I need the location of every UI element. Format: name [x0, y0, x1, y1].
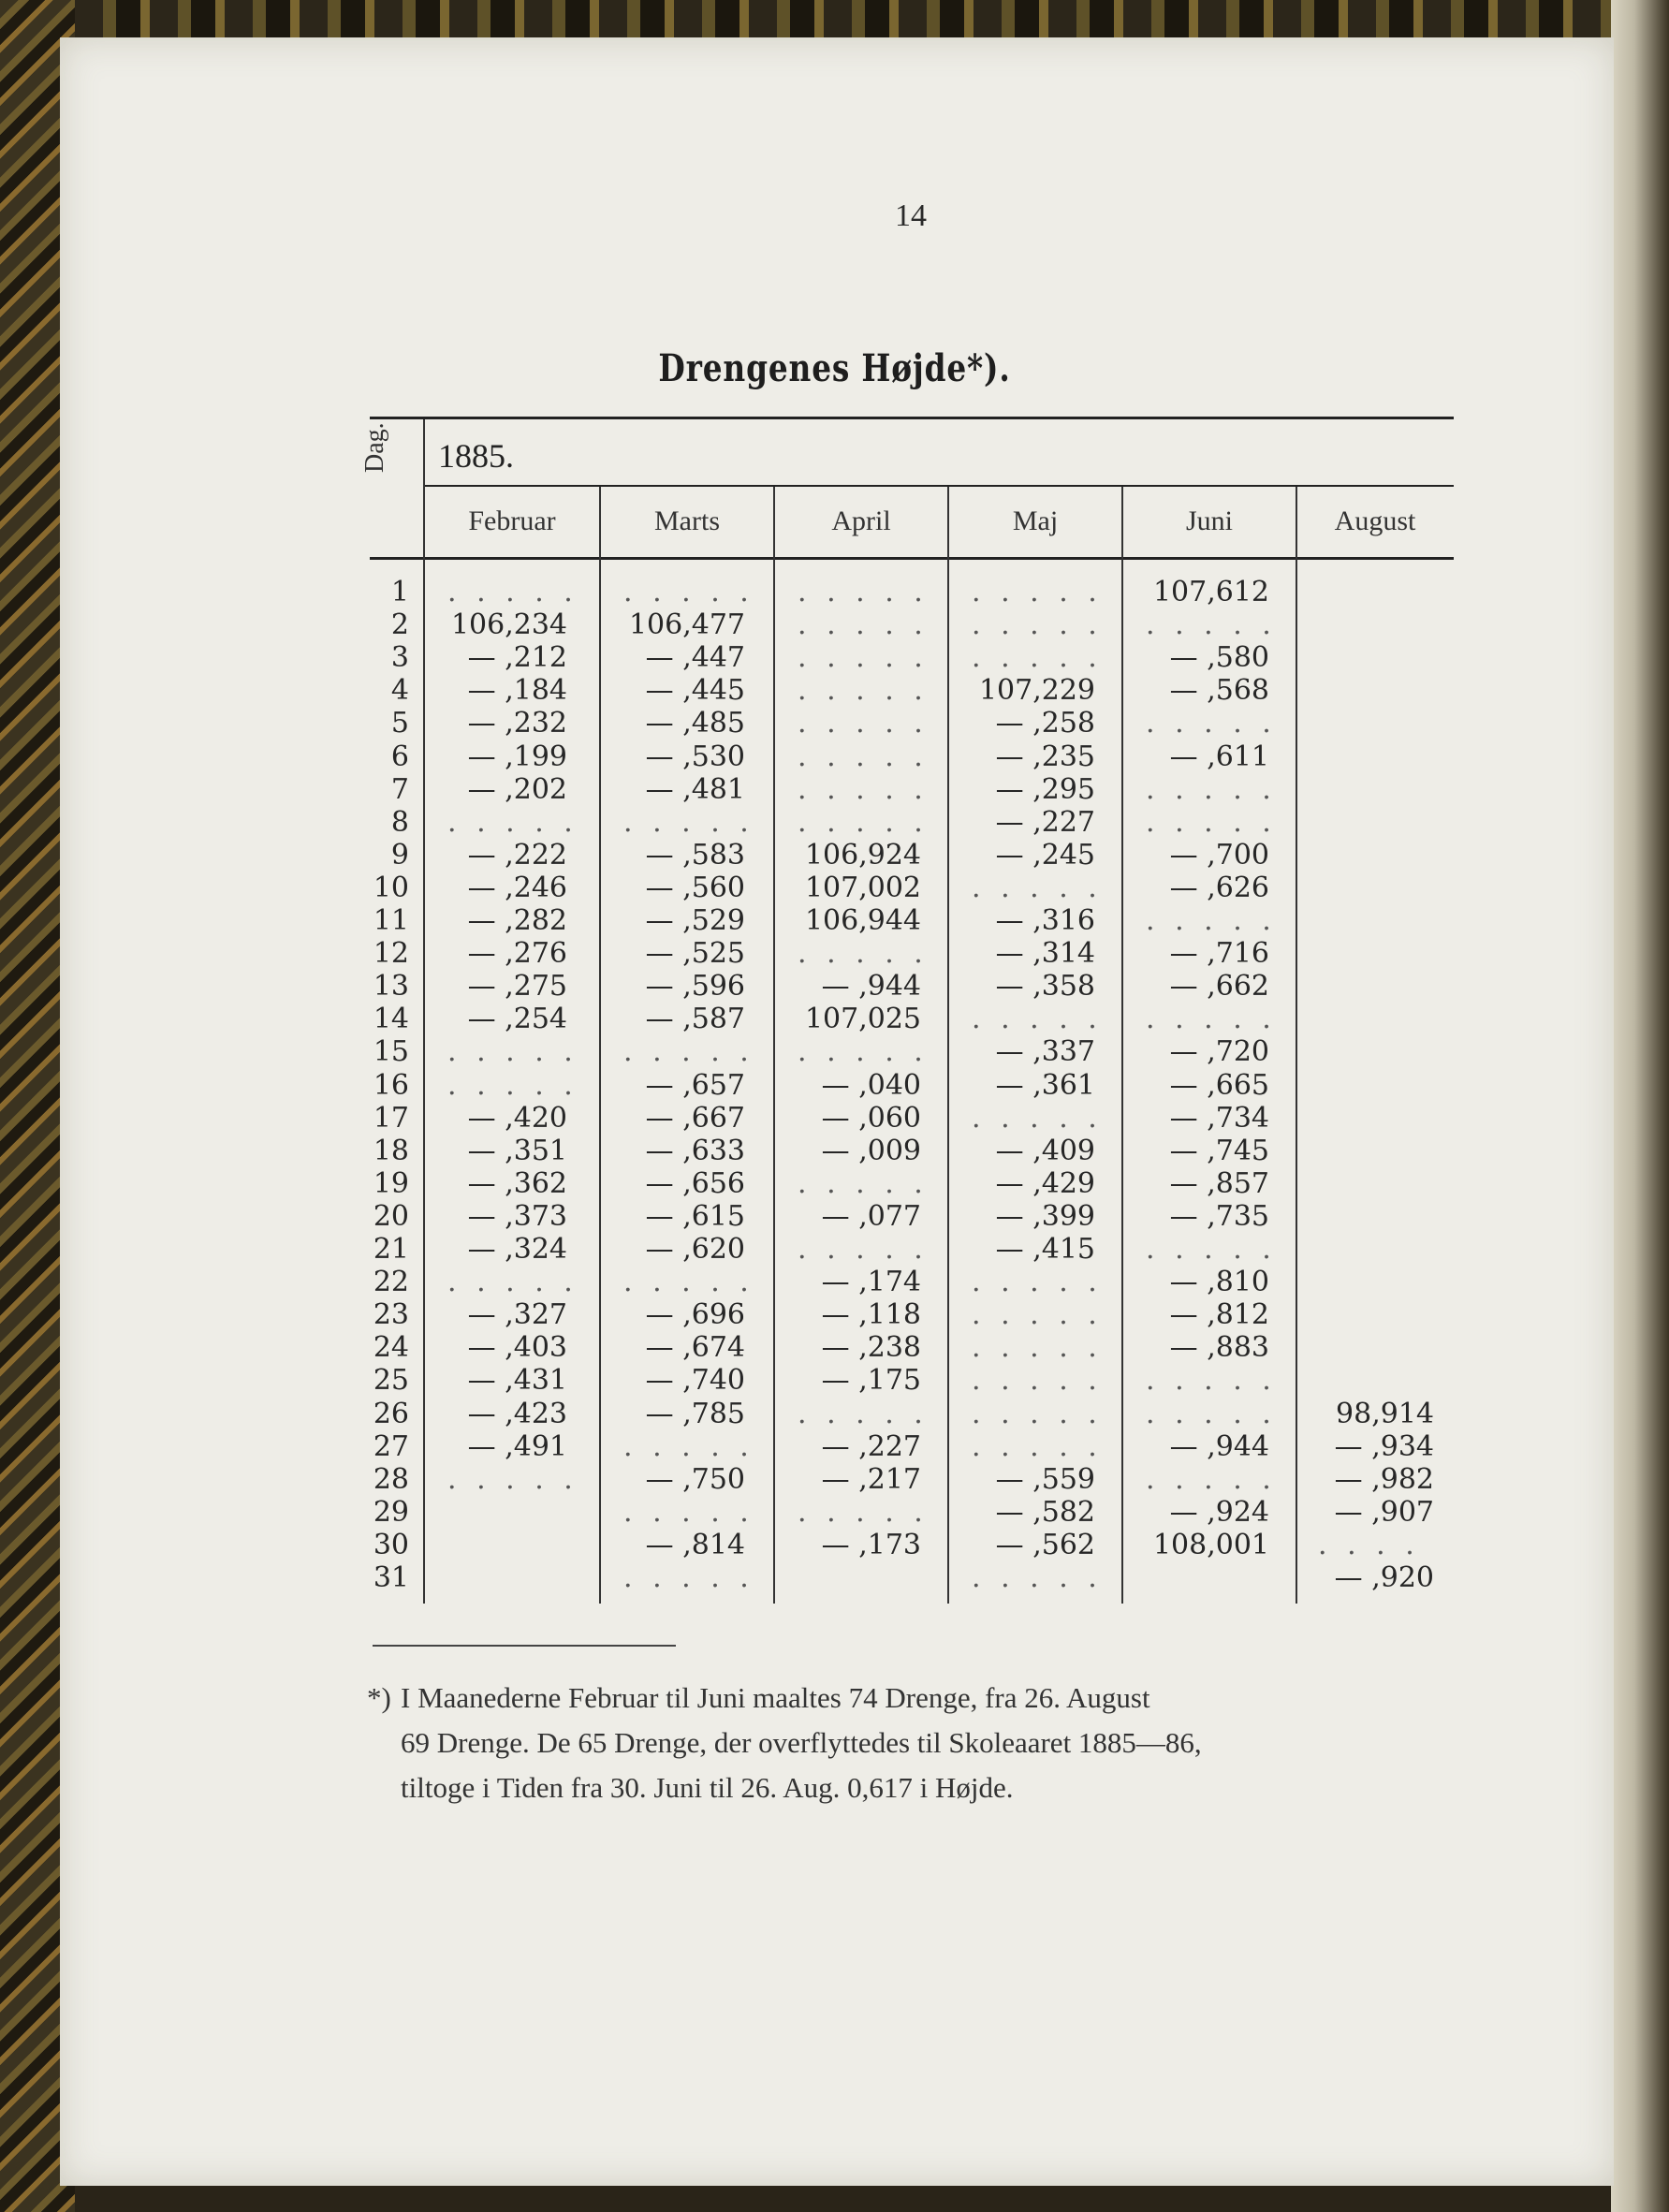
month-header: Marts	[654, 505, 720, 536]
empty-cell-dots: . . . . .	[972, 1397, 1103, 1430]
height-value: — ,373	[467, 1199, 567, 1233]
empty-cell-dots: . . . . .	[623, 1035, 754, 1069]
empty-cell-dots: . . . . .	[972, 608, 1103, 642]
empty-cell-dots: . . . . .	[447, 1068, 578, 1102]
height-value: — ,222	[467, 838, 567, 872]
height-value: — ,217	[821, 1462, 921, 1496]
height-value: — ,485	[645, 707, 745, 740]
month-header: Juni	[1185, 505, 1233, 536]
height-value: — ,667	[645, 1101, 745, 1135]
day-number: 16	[373, 1068, 409, 1102]
empty-cell-dots: . . . . .	[447, 805, 578, 839]
day-number: 29	[373, 1495, 409, 1529]
height-value: — ,174	[821, 1266, 921, 1299]
day-number: 17	[373, 1101, 409, 1135]
height-value: — ,562	[995, 1528, 1095, 1561]
height-value: 98,914	[1336, 1397, 1434, 1430]
height-value: — ,750	[645, 1462, 745, 1496]
height-value: — ,720	[1169, 1035, 1269, 1069]
height-value: — ,745	[1169, 1134, 1269, 1167]
height-value: — ,327	[467, 1298, 567, 1332]
empty-cell-dots: . . . . .	[623, 576, 754, 608]
day-number: 2	[390, 608, 409, 642]
day-number: 19	[373, 1166, 409, 1200]
height-value: — ,696	[645, 1298, 745, 1332]
height-value: — ,316	[995, 904, 1095, 937]
height-value: 108,001	[1152, 1528, 1269, 1561]
height-value: — ,420	[467, 1101, 567, 1135]
height-value: — ,227	[995, 805, 1095, 839]
empty-cell-dots: . . . . .	[1146, 1003, 1277, 1036]
page-number: 14	[895, 198, 927, 233]
height-value: — ,399	[995, 1199, 1095, 1233]
empty-cell-dots: . . . . .	[1146, 805, 1277, 839]
table-title: Drengenes Højde*).	[658, 346, 1011, 390]
day-number: 22	[373, 1266, 409, 1299]
day-number: 14	[373, 1003, 409, 1036]
empty-cell-dots: . . . .	[1318, 1528, 1420, 1561]
height-value: — ,883	[1169, 1331, 1269, 1365]
height-value: — ,314	[995, 937, 1095, 971]
height-value: — ,040	[821, 1068, 921, 1102]
empty-cell-dots: . . . . .	[972, 1364, 1103, 1398]
height-value: — ,324	[467, 1233, 567, 1266]
height-value: — ,409	[995, 1134, 1095, 1167]
height-value: — ,810	[1169, 1266, 1269, 1299]
empty-cell-dots: . . . . .	[972, 1003, 1103, 1036]
height-value: — ,295	[995, 772, 1095, 806]
day-number: 26	[373, 1397, 409, 1430]
height-value: — ,423	[467, 1397, 567, 1430]
height-value: — ,657	[645, 1068, 745, 1102]
height-value: — ,620	[645, 1233, 745, 1266]
height-value: — ,735	[1169, 1199, 1269, 1233]
empty-cell-dots: . . . . .	[1146, 904, 1277, 937]
height-value: — ,814	[645, 1528, 745, 1561]
empty-cell-dots: . . . . .	[798, 772, 929, 806]
day-number: 3	[390, 641, 409, 675]
empty-cell-dots: . . . . .	[798, 740, 929, 773]
empty-cell-dots: . . . . .	[798, 805, 929, 839]
day-number: 24	[373, 1331, 409, 1365]
empty-cell-dots: . . . . .	[1146, 1364, 1277, 1398]
day-number: 7	[390, 772, 409, 806]
height-value: — ,337	[995, 1035, 1095, 1069]
empty-cell-dots: . . . . .	[798, 1233, 929, 1266]
height-value: — ,734	[1169, 1101, 1269, 1135]
height-value: — ,662	[1169, 970, 1269, 1003]
month-header: August	[1334, 505, 1416, 536]
height-value: — ,785	[645, 1397, 745, 1430]
day-number: 12	[373, 937, 409, 971]
empty-cell-dots: . . . . .	[798, 1495, 929, 1529]
day-number: 20	[373, 1199, 409, 1233]
day-number: 5	[390, 707, 409, 740]
empty-cell-dots: . . . . .	[972, 641, 1103, 675]
height-value: — ,282	[467, 904, 567, 937]
day-number: 11	[373, 904, 409, 937]
day-number: 15	[373, 1035, 409, 1069]
day-number: 18	[373, 1134, 409, 1167]
height-value: — ,415	[995, 1233, 1095, 1266]
day-number: 8	[390, 805, 409, 839]
height-value: — ,633	[645, 1134, 745, 1167]
height-value: — ,077	[821, 1199, 921, 1233]
height-value: — ,175	[821, 1364, 921, 1398]
empty-cell-dots: . . . . .	[972, 1331, 1103, 1365]
day-number: 1	[390, 576, 409, 608]
height-value: — ,740	[645, 1364, 745, 1398]
height-value: — ,361	[995, 1068, 1095, 1102]
height-value: — ,351	[467, 1134, 567, 1167]
height-value: — ,481	[645, 772, 745, 806]
height-value: — ,246	[467, 871, 567, 904]
height-value: — ,445	[645, 674, 745, 708]
height-value: — ,254	[467, 1003, 567, 1036]
footnote-line: I Maanederne Februar til Juni maaltes 74 Drenge, fra 26. August	[401, 1681, 1150, 1714]
empty-cell-dots: . . . . .	[623, 1429, 754, 1463]
year-label: 1885.	[438, 437, 514, 475]
height-value: 107,229	[978, 674, 1095, 708]
height-value: — ,009	[821, 1134, 921, 1167]
day-number: 23	[373, 1298, 409, 1332]
height-value: — ,358	[995, 970, 1095, 1003]
height-value: — ,615	[645, 1199, 745, 1233]
day-number: 25	[373, 1364, 409, 1398]
day-number: 27	[373, 1429, 409, 1463]
header-bottom-rule	[370, 557, 1454, 560]
day-number: 13	[373, 970, 409, 1003]
empty-cell-dots: . . . . .	[1146, 1233, 1277, 1266]
height-value: — ,245	[995, 838, 1095, 872]
month-header: Maj	[1012, 505, 1059, 536]
empty-cell-dots: . . . . .	[447, 1266, 578, 1299]
height-value: — ,626	[1169, 871, 1269, 904]
empty-cell-dots: . . . . .	[972, 1561, 1103, 1594]
height-value: — ,118	[821, 1298, 921, 1332]
height-value: — ,491	[467, 1429, 567, 1463]
height-value: 107,025	[804, 1003, 921, 1036]
day-number: 4	[390, 674, 409, 708]
day-number: 9	[390, 838, 409, 872]
height-value: — ,060	[821, 1101, 921, 1135]
empty-cell-dots: . . . . .	[798, 608, 929, 642]
height-value: — ,857	[1169, 1166, 1269, 1200]
height-value: — ,258	[995, 707, 1095, 740]
height-value: 106,944	[804, 904, 921, 937]
height-value: — ,924	[1169, 1495, 1269, 1529]
empty-cell-dots: . . . . .	[447, 576, 578, 608]
empty-cell-dots: . . . . .	[798, 1397, 929, 1430]
empty-cell-dots: . . . . .	[623, 1266, 754, 1299]
footnote	[367, 1676, 1468, 1810]
height-value: — ,716	[1169, 937, 1269, 971]
height-value: — ,611	[1169, 740, 1269, 773]
day-number: 6	[390, 740, 409, 773]
height-value: 107,002	[804, 871, 921, 904]
book-edge-right	[1611, 0, 1669, 2212]
height-value: — ,583	[645, 838, 745, 872]
empty-cell-dots: . . . . .	[798, 1035, 929, 1069]
footnote-rule	[373, 1645, 676, 1647]
height-value: — ,235	[995, 740, 1095, 773]
height-value: — ,403	[467, 1331, 567, 1365]
empty-cell-dots: . . . . .	[623, 1495, 754, 1529]
height-value: — ,674	[645, 1331, 745, 1365]
month-header: April	[831, 505, 891, 536]
height-value: — ,429	[995, 1166, 1095, 1200]
height-value: — ,700	[1169, 838, 1269, 872]
height-value: — ,560	[645, 871, 745, 904]
empty-cell-dots: . . . . .	[798, 937, 929, 971]
height-value: — ,665	[1169, 1068, 1269, 1102]
empty-cell-dots: . . . . .	[623, 1561, 754, 1594]
height-value: — ,920	[1334, 1561, 1434, 1594]
empty-cell-dots: . . . . .	[972, 1101, 1103, 1135]
empty-cell-dots: . . . . .	[1146, 707, 1277, 740]
empty-cell-dots: . . . . .	[972, 871, 1103, 904]
footnote-mark: *)	[367, 1681, 391, 1714]
day-number: 28	[373, 1462, 409, 1496]
day-number: 10	[373, 871, 409, 904]
height-value: — ,580	[1169, 641, 1269, 675]
height-value: — ,276	[467, 937, 567, 971]
height-value: 106,234	[450, 608, 567, 642]
height-value: — ,944	[821, 970, 921, 1003]
height-value: — ,559	[995, 1462, 1095, 1496]
day-number: 31	[373, 1561, 409, 1594]
month-header: Februar	[468, 505, 556, 536]
height-value: — ,238	[821, 1331, 921, 1365]
height-value: — ,227	[821, 1429, 921, 1463]
empty-cell-dots: . . . . .	[798, 576, 929, 608]
year-rule	[423, 485, 1454, 487]
footnote-line: 69 Drenge. De 65 Drenge, der overflyttedes til Skoleaaret 1885—86,	[401, 1726, 1202, 1759]
empty-cell-dots: . . . . .	[798, 707, 929, 740]
height-value: — ,173	[821, 1528, 921, 1561]
height-value: — ,184	[467, 674, 567, 708]
height-value: — ,944	[1169, 1429, 1269, 1463]
height-value: — ,530	[645, 740, 745, 773]
height-value: — ,907	[1334, 1495, 1434, 1529]
height-value: — ,525	[645, 937, 745, 971]
height-value: — ,199	[467, 740, 567, 773]
height-value: — ,362	[467, 1166, 567, 1200]
height-value: 106,924	[804, 838, 921, 872]
height-value: — ,982	[1334, 1462, 1434, 1496]
empty-cell-dots: . . . . .	[1146, 1397, 1277, 1430]
empty-cell-dots: . . . . .	[1146, 608, 1277, 642]
height-value: — ,431	[467, 1364, 567, 1398]
row-header-label: Dag.	[360, 422, 389, 473]
height-value: — ,447	[645, 641, 745, 675]
height-value: — ,202	[467, 772, 567, 806]
height-value: — ,275	[467, 970, 567, 1003]
footnote-line: tiltoge i Tiden fra 30. Juni til 26. Aug. 0,617 i Højde.	[401, 1771, 1014, 1804]
empty-cell-dots: . . . . .	[1146, 772, 1277, 806]
empty-cell-dots: . . . . .	[447, 1035, 578, 1069]
height-value: — ,596	[645, 970, 745, 1003]
empty-cell-dots: . . . . .	[447, 1462, 578, 1496]
empty-cell-dots: . . . . .	[972, 1298, 1103, 1332]
empty-cell-dots: . . . . .	[798, 641, 929, 675]
empty-cell-dots: . . . . .	[623, 805, 754, 839]
height-value: — ,656	[645, 1166, 745, 1200]
height-value: — ,812	[1169, 1298, 1269, 1332]
day-number: 21	[373, 1233, 409, 1266]
empty-cell-dots: . . . . .	[1146, 1462, 1277, 1496]
empty-cell-dots: . . . . .	[972, 1266, 1103, 1299]
height-value: — ,934	[1334, 1429, 1434, 1463]
table-top-rule	[370, 417, 1454, 419]
height-value: — ,582	[995, 1495, 1095, 1529]
empty-cell-dots: . . . . .	[972, 1429, 1103, 1463]
height-value: — ,587	[645, 1003, 745, 1036]
height-value: 106,477	[628, 608, 745, 642]
height-value: — ,568	[1169, 674, 1269, 708]
day-number: 30	[373, 1528, 409, 1561]
empty-cell-dots: . . . . .	[972, 576, 1103, 608]
height-value: — ,232	[467, 707, 567, 740]
height-value: — ,212	[467, 641, 567, 675]
height-value: 107,612	[1152, 576, 1269, 608]
empty-cell-dots: . . . . .	[798, 1166, 929, 1200]
height-value: — ,529	[645, 904, 745, 937]
empty-cell-dots: . . . . .	[798, 674, 929, 708]
